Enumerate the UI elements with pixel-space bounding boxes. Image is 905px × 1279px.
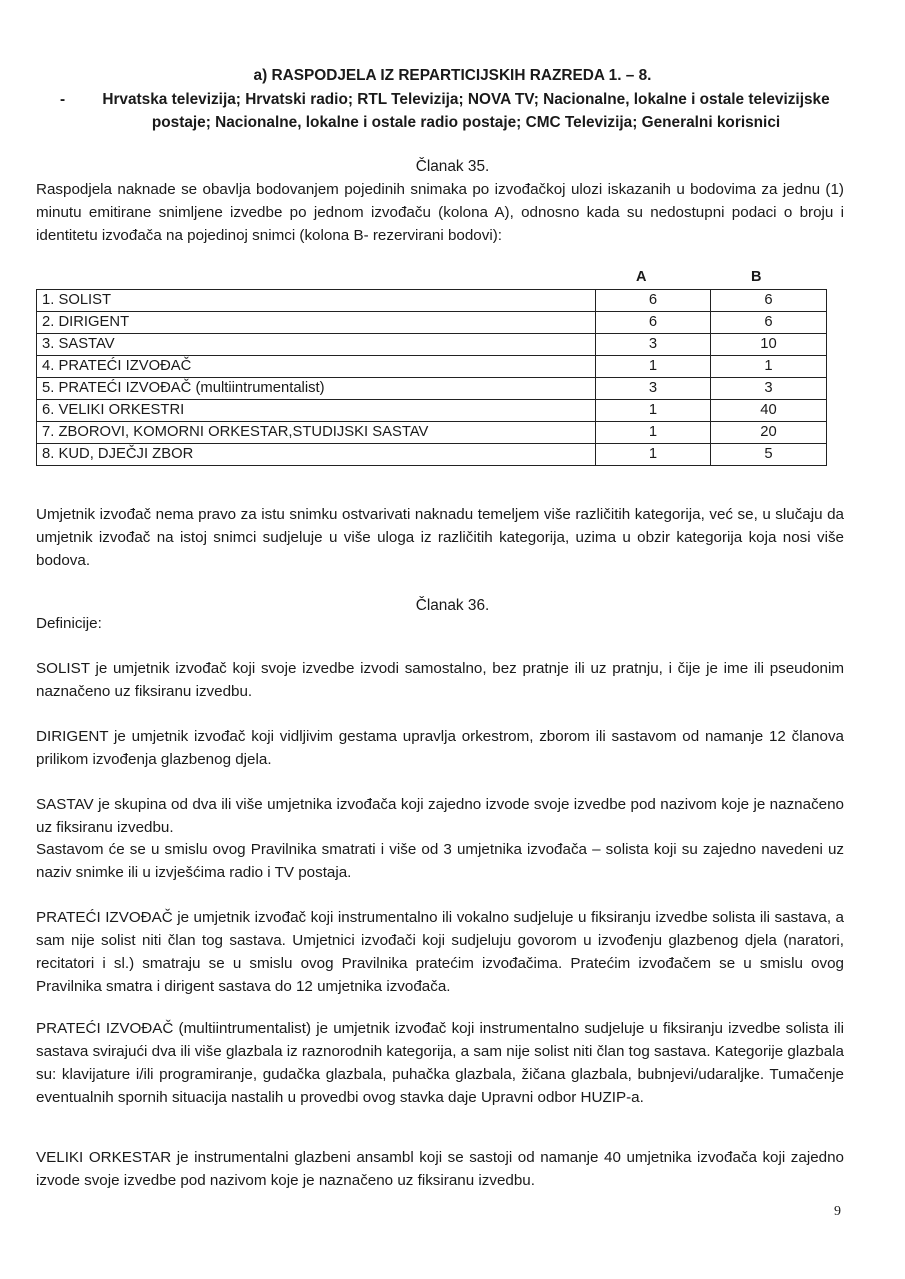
points-b: 3 (711, 378, 827, 400)
article-35-intro: Raspodjela naknade se obavlja bodovanjem pojedinih snimaka po izvođačkoj ulozi iskazanih u bodovima za jednu (1) minutu emitirane snimljene izvedbe po jednom izvođaču (kolona A), odnosno kada su nedostupni podaci o broju i identitetu izvođača na pojedinoj snimci (kolona B- rezervirani bodovi): (36, 181, 844, 244)
definition-solist: SOLIST je umjetnik izvođač koji svoje izvedbe izvodi samostalno, bez pratnje ili uz pratnju, i čije je ime ili pseudonim naznačeno uz fiksiranu izvedbu. (36, 660, 844, 700)
points-a: 1 (596, 400, 711, 422)
definitions-label: Definicije: (36, 615, 102, 632)
table-row (37, 400, 827, 422)
table-row (37, 334, 827, 356)
points-a: 3 (596, 334, 711, 356)
column-a-header: A (636, 269, 647, 285)
page-number: 9 (834, 1204, 841, 1219)
column-b-header: B (751, 269, 762, 285)
role-name: 3. SASTAV (37, 334, 596, 356)
role-name: 4. PRATEĆI IZVOĐAČ (37, 356, 596, 378)
role-name: 2. DIRIGENT (37, 312, 596, 334)
points-b: 6 (711, 290, 827, 312)
table-row (37, 422, 827, 444)
broadcaster-list-text: Hrvatska televizija; Hrvatski radio; RTL Televizija; NOVA TV; Nacionalne, lokalne i ostale televizijske postaje; Nacionalne, lokalne i ostale radio postaje; CMC Televizija; Generalni korisnici (102, 91, 830, 131)
table-row (37, 290, 827, 312)
table-row (37, 378, 827, 400)
definition-sastav: SASTAV je skupina od dva ili više umjetnika izvođača koji zajedno izvode svoje izvedbe pod nazivom koje je naznačeno uz fiksiranu izvedbu. (36, 796, 844, 836)
definition-dirigent: DIRIGENT je umjetnik izvođač koji vidljivim gestama upravlja orkestrom, zborom ili sastavom od namanje 12 članova prilikom izvođenja glazbenog djela. (36, 728, 844, 768)
points-a: 6 (596, 312, 711, 334)
table-row (37, 444, 827, 466)
section-heading: a) RASPODJELA IZ REPARTICIJSKIH RAZREDA 1. – 8. (253, 67, 652, 84)
definition-prateci-izvodac: PRATEĆI IZVOĐAČ je umjetnik izvođač koji instrumentalno ili vokalno sudjeluje u fiksiranju izvedbe solista ili sastava, a sam nije solist niti član tog sastava. Umjetnici izvođači koji sudjeluju govorom u izvođenju glazbenog djela (naratori, recitatori i sl.) smatraju se u smislu ovog Pravilnika pratećim izvođačima. Pratećim izvođačem se u smislu ovog Pravilnika smatra i dirigent sastava do 12 umjetnika izvođača. (36, 909, 844, 995)
article-35-title: Članak 35. (415, 158, 490, 175)
points-b: 10 (711, 334, 827, 356)
points-a: 1 (596, 422, 711, 444)
points-a: 1 (596, 356, 711, 378)
points-table (36, 289, 827, 466)
points-b: 40 (711, 400, 827, 422)
role-name: 5. PRATEĆI IZVOĐAČ (multiintrumentalist) (37, 378, 596, 400)
role-name: 6. VELIKI ORKESTRI (37, 400, 596, 422)
article-36-title: Članak 36. (415, 597, 490, 614)
points-a: 6 (596, 290, 711, 312)
points-b: 5 (711, 444, 827, 466)
table-row (37, 312, 827, 334)
points-a: 3 (596, 378, 711, 400)
points-b: 1 (711, 356, 827, 378)
points-b: 6 (711, 312, 827, 334)
points-b: 20 (711, 422, 827, 444)
role-name: 7. ZBOROVI, KOMORNI ORKESTAR,STUDIJSKI SASTAV (37, 422, 596, 444)
bullet-dash: - (60, 91, 66, 108)
article-35-category-rule: Umjetnik izvođač nema pravo za istu snimku ostvarivati naknadu temeljem više različitih kategorija, već se, u slučaju da umjetnik izvođač na istoj snimci sudjeluje u više uloga iz različitih kategorija, uzima u obzir kategorija koja nosi više bodova. (36, 506, 844, 569)
points-a: 1 (596, 444, 711, 466)
definition-multiinstrumentalist: PRATEĆI IZVOĐAČ (multiintrumentalist) je umjetnik izvođač koji instrumentalno sudjeluje u fiksiranju izvedbe solista ili sastava svirajući dva ili više glazbala iz raznorodnih kategorija, a sam nije solist niti član tog sastava. Kategorije glazbala su: klavijature i/ili programiranje, gudačka glazbala, puhačka glazbala, žičana glazbala, bubnjevi/udaraljke. Tumačenje eventualnih spornih situacija nastalih u provedbi ovog stavka daje Upravni odbor HUZIP-a. (36, 1020, 844, 1106)
role-name: 8. KUD, DJEČJI ZBOR (37, 444, 596, 466)
definition-sastav-extended: Sastavom će se u smislu ovog Pravilnika smatrati i više od 3 umjetnika izvođača – solista koji su zajedno navedeni uz naziv snimke ili u izvješćima radio i TV postaja. (36, 841, 844, 881)
definition-veliki-orkestar: VELIKI ORKESTAR je instrumentalni glazbeni ansambl koji se sastoji od namanje 40 umjetnika izvođača koji zajedno izvode svoje izvedbe pod nazivom koje je naznačeno uz fiksiranu izvedbu. (36, 1149, 844, 1189)
broadcaster-list (60, 88, 850, 134)
table-row (37, 356, 827, 378)
role-name: 1. SOLIST (37, 290, 596, 312)
